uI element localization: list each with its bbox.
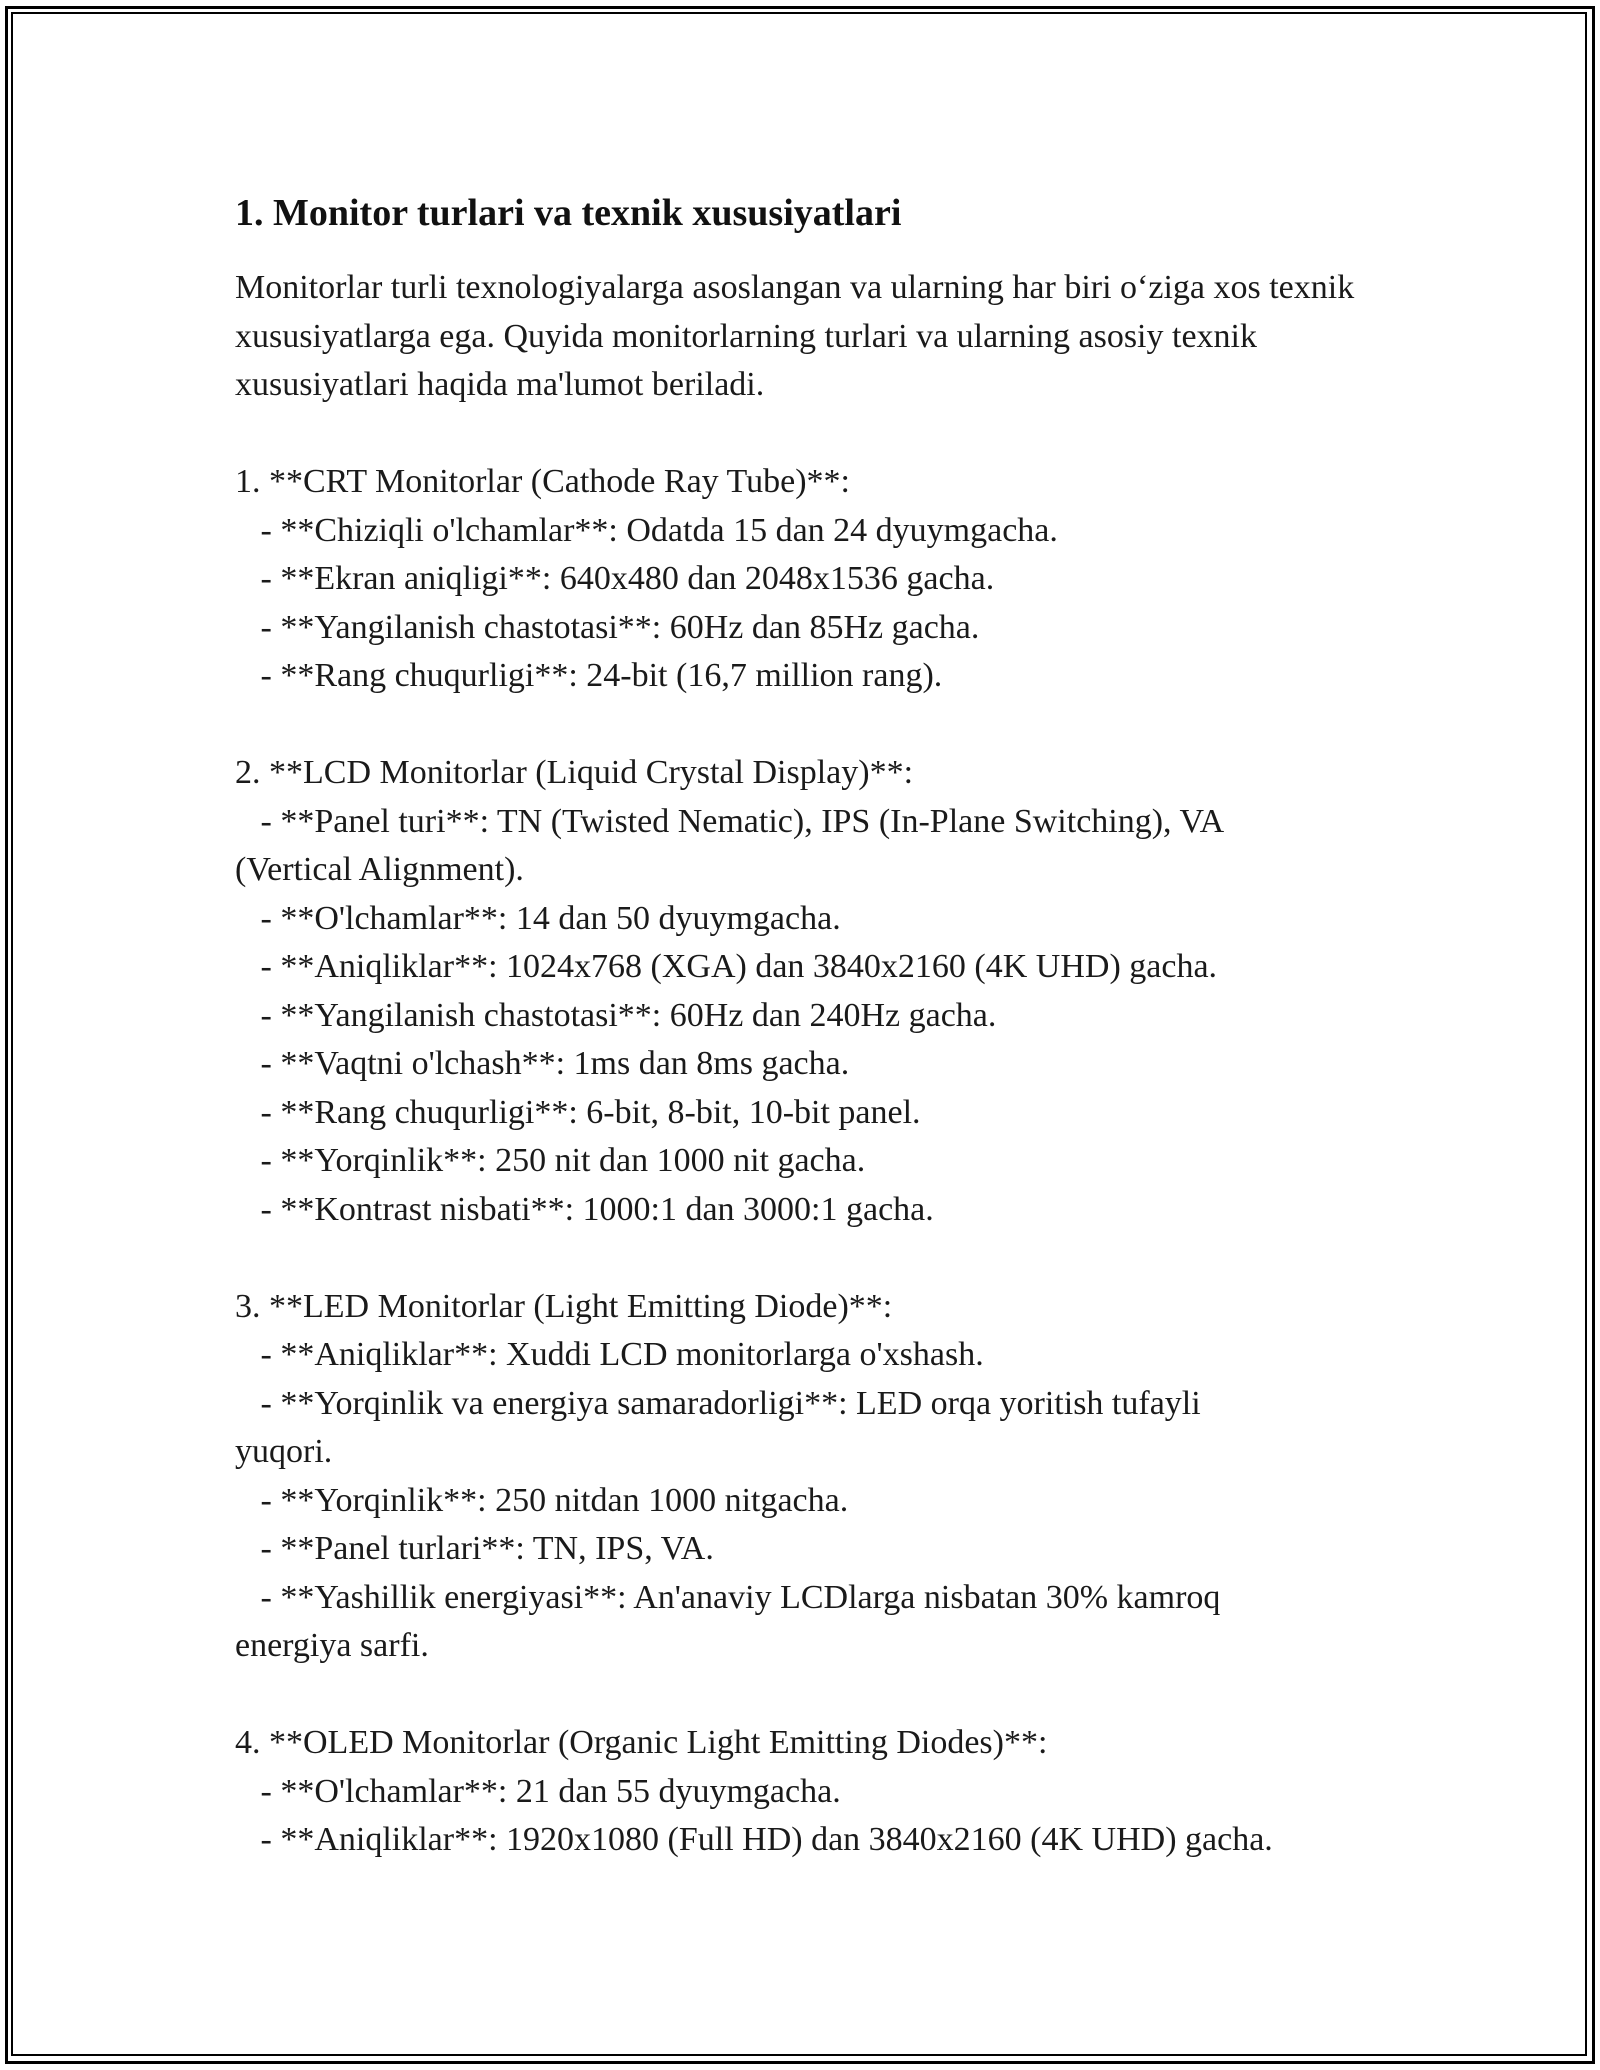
list-item: - **Panel turlari**: TN, IPS, VA. (235, 1530, 714, 1567)
list-item-title: 3. **LED Monitorlar (Light Emitting Diode)**: (235, 1287, 893, 1325)
list-item: - **Rang chuqurligi**: 24-bit (16,7 million rang). (235, 657, 943, 694)
spacer (235, 701, 1415, 750)
list-item-title: 1. **CRT Monitorlar (Cathode Ray Tube)**: (235, 463, 850, 500)
intro-paragraph: Monitorlar turli texnologiyalarga asoslangan va ularning har biri o‘ziga xos texnik xususiyatlarga ega. Quyida monitorlarning turlari va ularning asosiy texnik xususiyatlari haqida ma'lumot beriladi. (235, 269, 1363, 403)
monitor-type-oled (235, 1719, 1415, 1865)
list-item: - **Panel turi**: TN (Twisted Nematic), IPS (In-Plane Switching), VA (Vertical Alignment). (235, 802, 1225, 888)
list-item: - **Yorqinlik va energiya samaradorligi**: LED orqa yoritish tufayli yuqori. (235, 1384, 1201, 1470)
list-item-title: 2. **LCD Monitorlar (Liquid Crystal Display)**: (235, 754, 914, 791)
spacer (235, 410, 1415, 459)
list-item: - **Vaqtni o'lchash**: 1ms dan 8ms gacha. (235, 1045, 850, 1082)
spacer (235, 1234, 1415, 1283)
list-item: - **O'lchamlar**: 21 dan 55 dyuymgacha. (235, 1772, 841, 1810)
list-item: - **Chiziqli o'lchamlar**: Odatda 15 dan 24 dyuymgacha. (235, 511, 1058, 549)
monitor-type-led (235, 1283, 1415, 1671)
list-item: - **Rang chuqurligi**: 6-bit, 8-bit, 10-bit panel. (235, 1093, 921, 1131)
list-item-title: 4. **OLED Monitorlar (Organic Light Emitting Diodes)**: (235, 1724, 1048, 1761)
list-item: - **Aniqliklar**: 1920x1080 (Full HD) dan 3840x2160 (4K UHD) gacha. (235, 1821, 1273, 1858)
list-item: - **Aniqliklar**: 1024x768 (XGA) dan 3840x2160 (4K UHD) gacha. (235, 948, 1218, 985)
list-item: - **Kontrast nisbati**: 1000:1 dan 3000:1 gacha. (235, 1190, 934, 1228)
list-item: - **Ekran aniqligi**: 640x480 dan 2048x1536 gacha. (235, 560, 995, 597)
document-body (235, 188, 1415, 1865)
monitor-type-lcd (235, 749, 1415, 1234)
list-item: - **Yangilanish chastotasi**: 60Hz dan 240Hz gacha. (235, 996, 997, 1034)
list-item: - **Yorqinlik**: 250 nitdan 1000 nitgacha. (235, 1481, 849, 1519)
list-item: - **Yorqinlik**: 250 nit dan 1000 nit gacha. (235, 1142, 866, 1179)
section-heading: 1. Monitor turlari va texnik xususiyatlari (235, 192, 902, 234)
list-item: - **Yashillik energiyasi**: An'anaviy LCDlarga nisbatan 30% kamroq energiya sarfi. (235, 1578, 1221, 1664)
spacer (235, 1671, 1415, 1720)
list-item: - **O'lchamlar**: 14 dan 50 dyuymgacha. (235, 899, 841, 937)
list-item: - **Aniqliklar**: Xuddi LCD monitorlarga o'xshash. (235, 1336, 984, 1373)
monitor-type-crt (235, 458, 1415, 701)
list-item: - **Yangilanish chastotasi**: 60Hz dan 85Hz gacha. (235, 608, 980, 646)
